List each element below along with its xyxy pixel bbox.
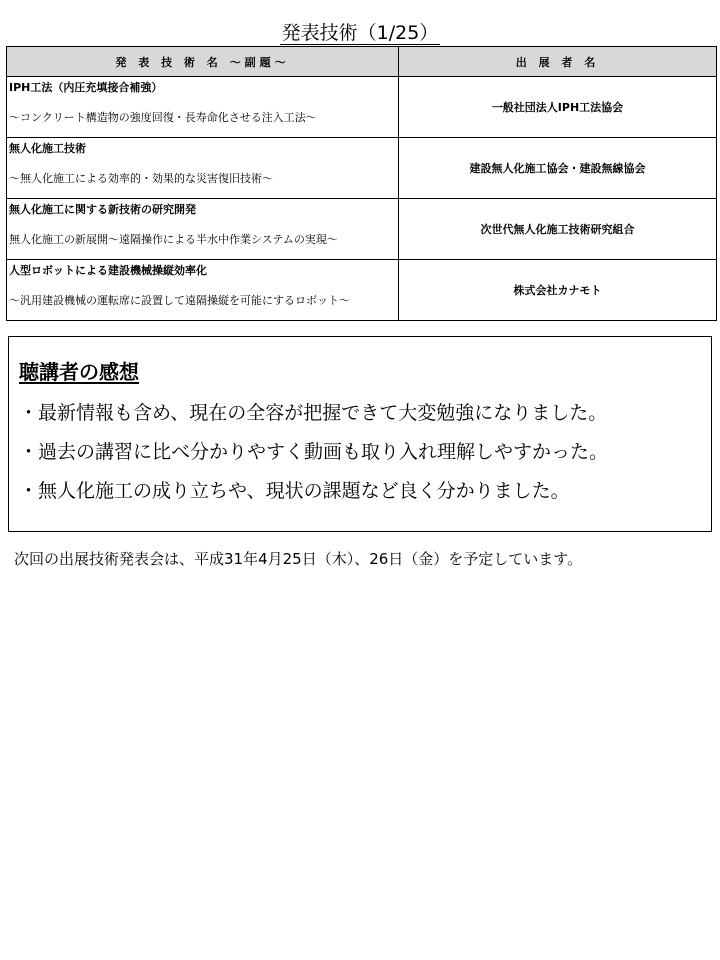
technology-subtitle: ～無人化施工による効率的・効果的な災害復旧技術～ — [9, 172, 273, 185]
technology-cell — [7, 77, 399, 138]
table-row — [7, 199, 717, 260]
column-header-technology: 発 表 技 術 名 ～副題～ — [7, 47, 399, 77]
page-title-text: 発表技術（1/25） — [281, 22, 439, 44]
technology-subtitle: 無人化施工の新展開～遠隔操作による半水中作業システムの実現～ — [9, 233, 338, 246]
technology-table — [6, 46, 717, 321]
technology-subtitle: ～コンクリート構造物の強度回復・長寿命化させる注入工法～ — [9, 111, 317, 124]
technology-cell — [7, 199, 399, 260]
column-header-exhibitor: 出 展 者 名 — [399, 47, 717, 77]
technology-name: 無人化施工技術 — [9, 142, 86, 155]
table-row — [7, 77, 717, 138]
impressions-list — [19, 399, 608, 516]
impression-item: ・最新情報も含め、現在の全容が把握できて大変勉強になりました。 — [19, 402, 608, 424]
exhibitor-name: 建設無人化施工協会・建設無線協会 — [399, 138, 717, 199]
table-header-row — [7, 47, 717, 77]
impressions-box — [8, 336, 712, 532]
technology-name: 無人化施工に関する新技術の研究開発 — [9, 203, 196, 216]
table-row — [7, 260, 717, 321]
next-event-notice: 次回の出展技術発表会は、平成31年4月25日（木）、26日（金）を予定しています。 — [14, 550, 583, 568]
technology-name: IPH工法（内圧充填接合補強） — [9, 81, 163, 94]
impression-item: ・過去の講習に比べ分かりやすく動画も取り入れ理解しやすかった。 — [19, 441, 609, 463]
page-title — [0, 20, 720, 46]
technology-subtitle: ～汎用建設機械の運転席に設置して遠隔操縦を可能にするロボット～ — [9, 294, 350, 307]
impressions-title: 聴講者の感想 — [19, 360, 139, 384]
technology-cell — [7, 138, 399, 199]
exhibitor-name: 次世代無人化施工技術研究組合 — [399, 199, 717, 260]
technology-name: 人型ロボットによる建設機械操縦効率化 — [9, 264, 207, 277]
table-row — [7, 138, 717, 199]
technology-cell — [7, 260, 399, 321]
exhibitor-name: 一般社団法人IPH工法協会 — [399, 77, 717, 138]
impression-item: ・無人化施工の成り立ちや、現状の課題など良く分かりました。 — [19, 480, 570, 502]
exhibitor-name: 株式会社カナモト — [399, 260, 717, 321]
